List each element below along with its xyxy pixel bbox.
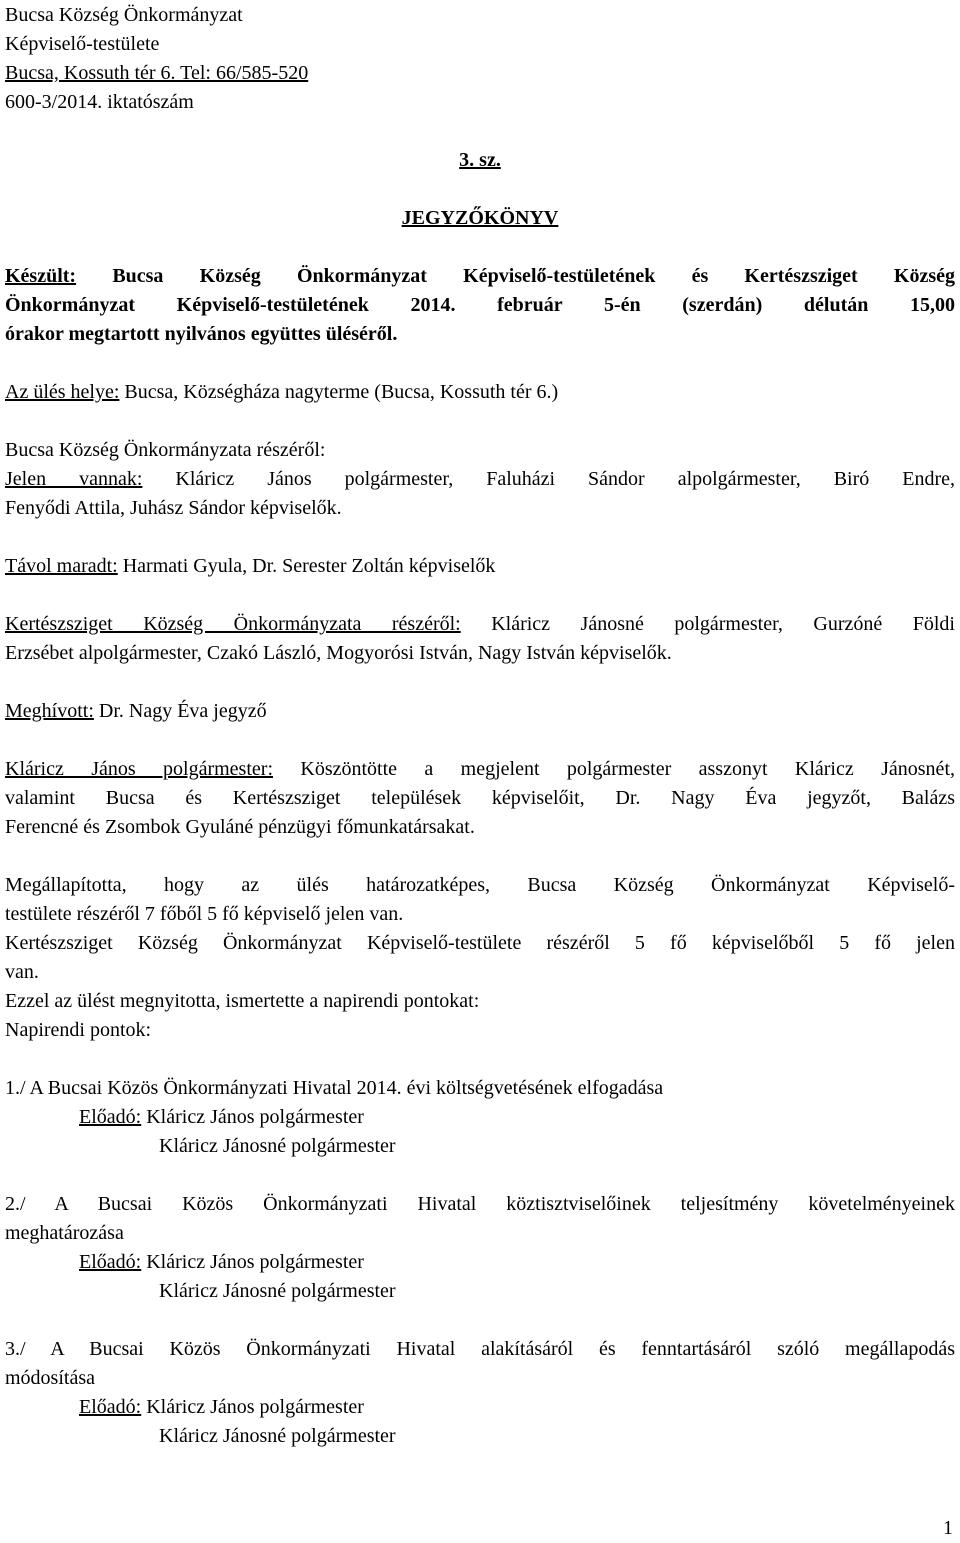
greeting-line-1: Kláricz János polgármester: Köszöntötte a megjelent polgármester asszonyt Kláricz Jánosnét, <box>5 758 955 780</box>
agenda-item-3-title: 3./ A Bucsai Közös Önkormányzati Hivatal alakításáról és fenntartásáról szóló megállapodás <box>5 1338 955 1360</box>
agenda-item-3-title-cont: módosítása <box>5 1367 95 1389</box>
bucsa-side-heading: Bucsa Község Önkormányzata részéről: <box>5 439 326 461</box>
presenter-label: Előadó: <box>79 1106 142 1128</box>
keszult-line-3: órakor megtartott nyilvános együttes üléséről. <box>5 323 398 345</box>
agenda-item-2-title-cont: meghatározása <box>5 1222 124 1244</box>
present-line-1: Jelen vannak: Kláricz János polgármester, Faluházi Sándor alpolgármester, Biró Endre, <box>5 468 955 490</box>
venue-line: Az ülés helye: Bucsa, Községháza nagyterme (Bucsa, Kossuth tér 6.) <box>5 381 559 403</box>
header-address: Bucsa, Kossuth tér 6. Tel: 66/585-520 <box>5 62 309 84</box>
invited-line: Meghívott: Dr. Nagy Éva jegyző <box>5 700 267 722</box>
header-org: Bucsa Község Önkormányzat <box>5 4 243 26</box>
absent-line: Távol maradt: Harmati Gyula, Dr. Serester Zoltán képviselők <box>5 555 496 577</box>
quorum-line-2: testülete részéről 7 főből 5 fő képviselő jelen van. <box>5 903 404 925</box>
quorum-line-3: Kertészsziget Község Önkormányzat Képviselő-testülete részéről 5 fő képviselőből 5 fő jelen <box>5 932 955 954</box>
present-label: Jelen vannak: <box>5 468 143 490</box>
header-filing: 600-3/2014. iktatószám <box>5 91 194 113</box>
present-line-2: Fenyődi Attila, Juhász Sándor képviselők. <box>5 497 342 519</box>
kertesz-line-2: Erzsébet alpolgármester, Czakó László, Mogyorósi István, Nagy István képviselők. <box>5 642 672 664</box>
agenda-item-2-presenter: Előadó: Kláricz János polgármester <box>79 1251 364 1273</box>
greeting-line-3: Ferencné és Zsombok Gyuláné pénzügyi főmunkatársakat. <box>5 816 475 838</box>
document-number: 3. sz. <box>459 149 501 171</box>
quorum-line-6: Napirendi pontok: <box>5 1019 152 1041</box>
agenda-item-2-title: 2./ A Bucsai Közös Önkormányzati Hivatal köztisztviselőinek teljesítmény követelményeinek <box>5 1193 955 1215</box>
invited-label: Meghívott: <box>5 700 94 722</box>
kertesz-line-1: Kertészsziget Község Önkormányzata részéről: Kláricz Jánosné polgármester, Gurzóné Földi <box>5 613 955 635</box>
quorum-line-5: Ezzel az ülést megnyitotta, ismertette a napirendi pontokat: <box>5 990 480 1012</box>
presenter-label: Előadó: <box>79 1251 142 1273</box>
keszult-line-2: Önkormányzat Képviselő-testületének 2014. február 5-én (szerdán) délután 15,00 <box>5 294 955 316</box>
agenda-item-1-presenter: Előadó: Kláricz János polgármester <box>79 1106 364 1128</box>
agenda-item-1-presenter-2: Kláricz Jánosné polgármester <box>159 1135 396 1157</box>
quorum-line-1: Megállapította, hogy az ülés határozatképes, Bucsa Község Önkormányzat Képviselő- <box>5 874 955 896</box>
venue-label: Az ülés helye: <box>5 381 120 403</box>
header-body: Képviselő-testülete <box>5 33 160 55</box>
absent-label: Távol maradt: <box>5 555 118 577</box>
greeting-label: Kláricz János polgármester: <box>5 758 273 780</box>
presenter-label: Előadó: <box>79 1396 142 1418</box>
agenda-item-3-presenter-2: Kláricz Jánosné polgármester <box>159 1425 396 1447</box>
greeting-line-2: valamint Bucsa és Kertészsziget települések képviselőit, Dr. Nagy Éva jegyzőt, Balázs <box>5 787 955 809</box>
quorum-line-4: van. <box>5 961 39 983</box>
document-title: JEGYZŐKÖNYV <box>401 207 559 229</box>
keszult-label: Készült: <box>5 265 77 287</box>
kertesz-label: Kertészsziget Község Önkormányzata részéről: <box>5 613 461 635</box>
agenda-item-2-presenter-2: Kláricz Jánosné polgármester <box>159 1280 396 1302</box>
agenda-item-3-presenter: Előadó: Kláricz János polgármester <box>79 1396 364 1418</box>
keszult-line-1: Készült: Bucsa Község Önkormányzat Képviselő-testületének és Kertészsziget Község <box>5 265 955 287</box>
agenda-item-1-title: 1./ A Bucsai Közös Önkormányzati Hivatal 2014. évi költségvetésének elfogadása <box>5 1077 664 1099</box>
page-number: 1 <box>943 1517 953 1539</box>
